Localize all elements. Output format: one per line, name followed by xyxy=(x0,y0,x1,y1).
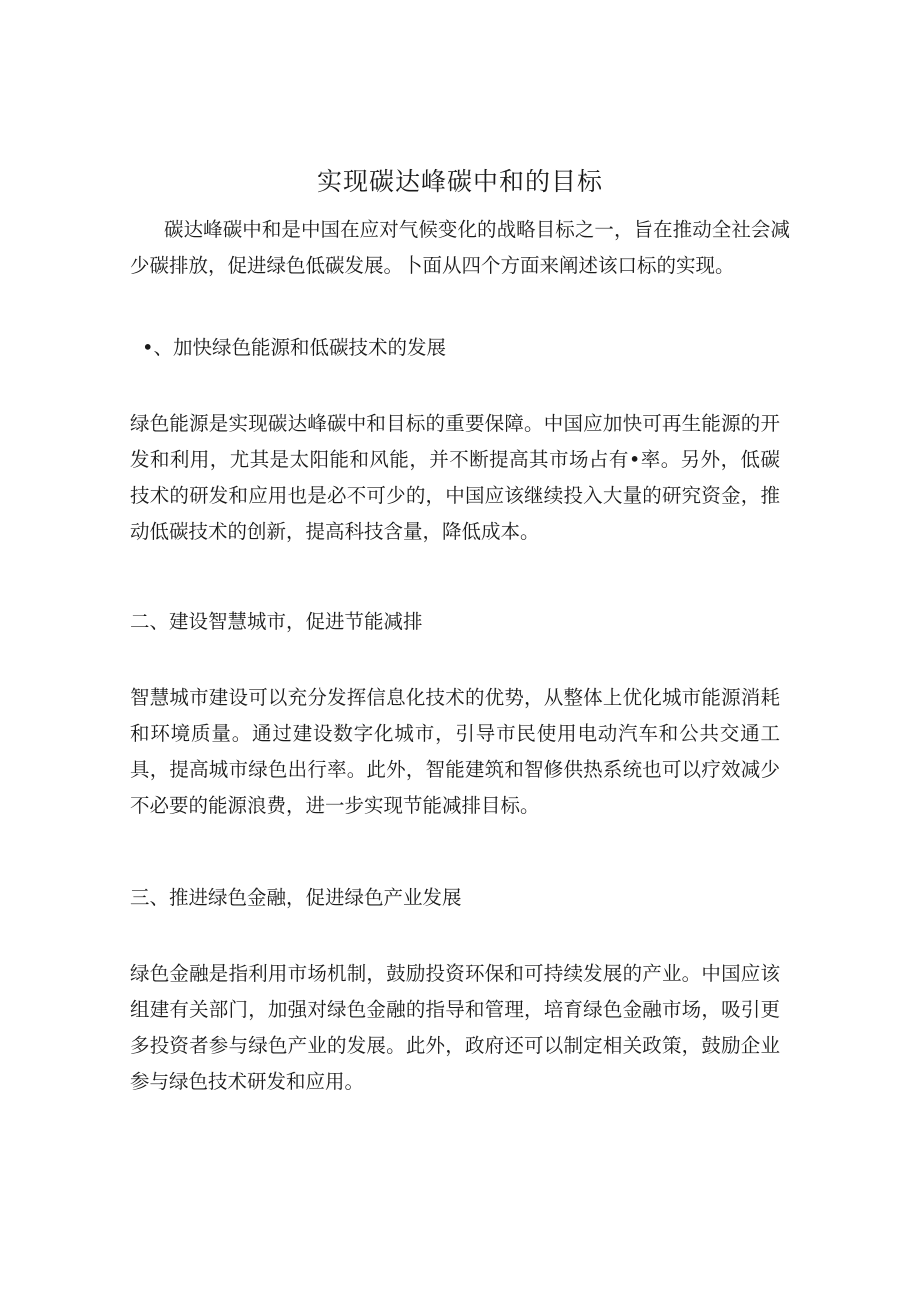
section-heading-2: 二、建设智慧城市，促进节能减排 xyxy=(130,610,423,633)
page-title: 实现碳达峰碳中和的目标 xyxy=(316,167,603,196)
section-body-2: 智慧城市建设可以充分发挥信息化技术的优势，从整体上优化城市能源消耗和环境质量。通过建设数字化城市，引导市民使用电动汽车和公共交通工具，提高城市绿色出行率。此外，智能建筑和智修供热系统也可以疗效减少不必要的能源浪费，进一步实现节能减排目标。 xyxy=(130,686,780,817)
section-heading-3: 三、推进绿色金融，促进绿色产业发展 xyxy=(130,886,462,909)
intro-paragraph: 碳达峰碳中和是中国在应对气候变化的战略目标之一，旨在推动全社会减少碳排放，促进绿色低碳发展。卜面从四个方面来阐述该口标的实现。 xyxy=(130,218,790,277)
section-body-1: 绿色能源是实现碳达峰碳中和目标的重要保障。中国应加快可再生能源的开发和利用，尤其是太阳能和风能，并不断提高其市场占有•率。另外，低碳技术的研发和应用也是必不可少的，中国应该继续投入大量的研究资金，推动低碳技术的创新，提高科技含量，降低成本。 xyxy=(130,412,780,543)
section-heading-1: •、加快绿色能源和低碳技术的发展 xyxy=(142,336,447,359)
section-body-3: 绿色金融是指利用市场机制，鼓励投资环保和可持续发展的产业。中国应该组建有关部门，加强对绿色金融的指导和管理，培育绿色金融市场，吸引更多投资者参与绿色产业的发展。此外，政府还可以制定相关政策，鼓励企业参与绿色技术研发和应用。 xyxy=(130,962,780,1093)
